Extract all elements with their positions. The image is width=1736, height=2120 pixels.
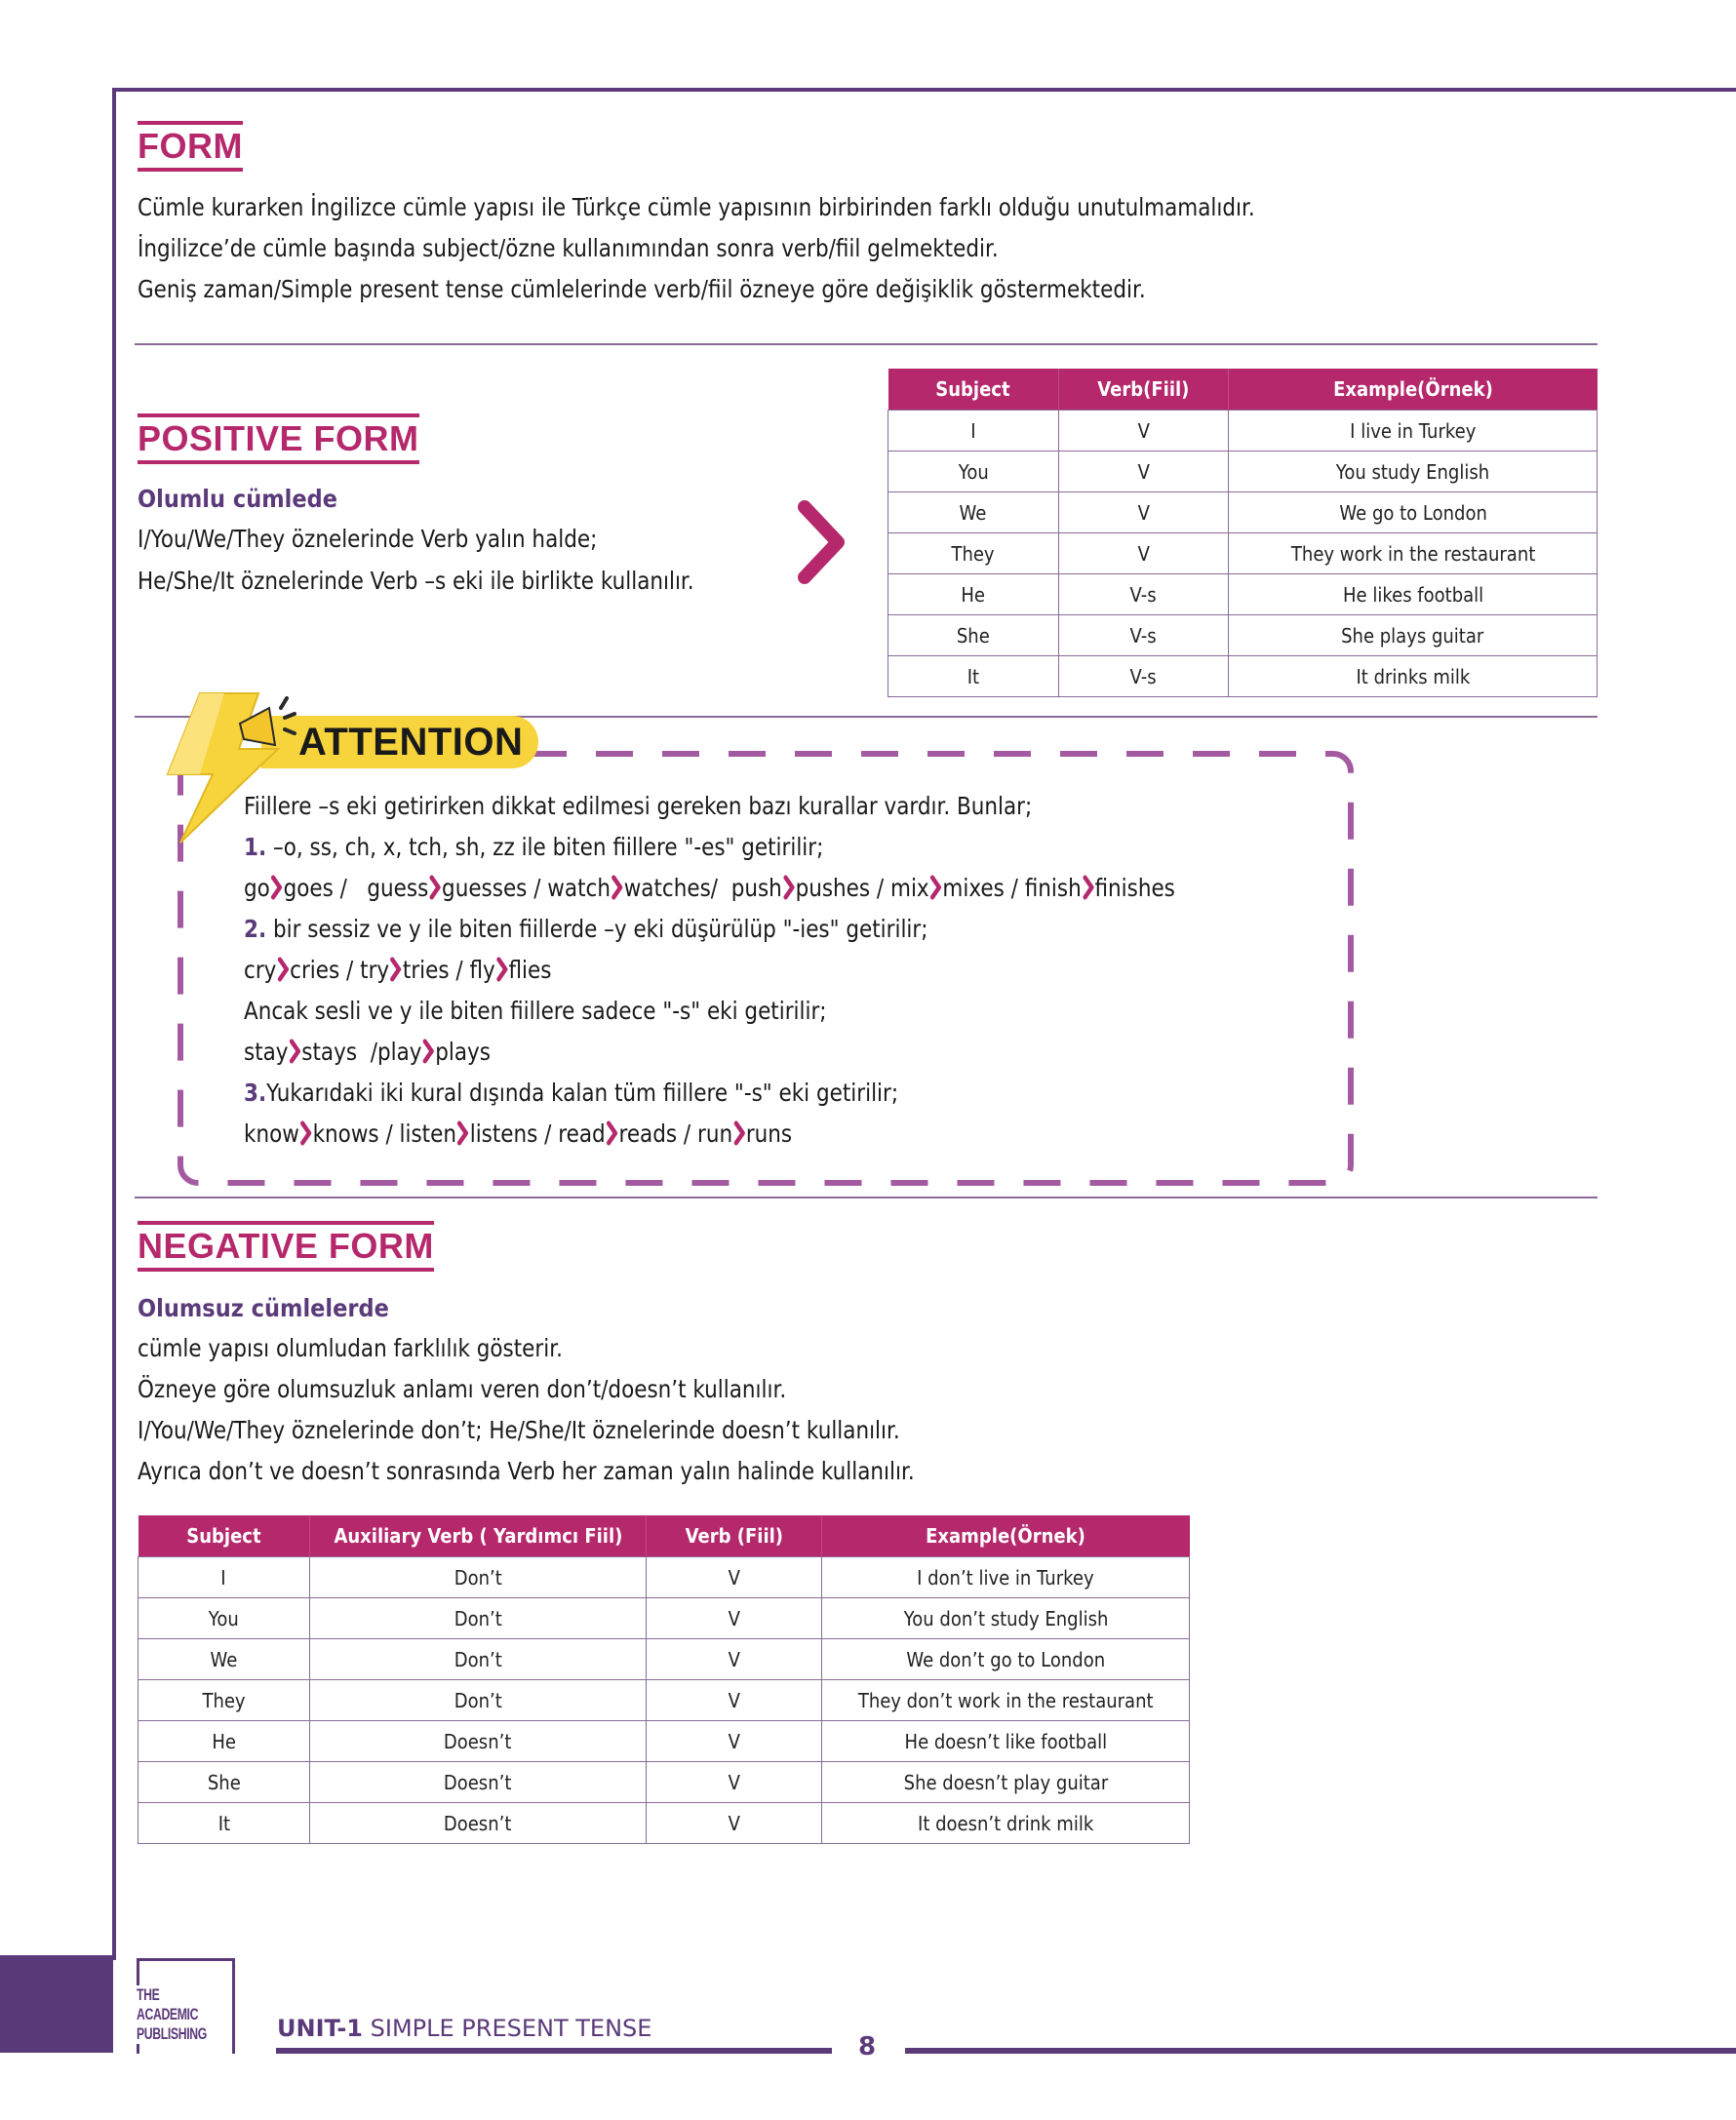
table-cell: V [1058, 411, 1229, 451]
negative-line-1: cümle yapısı olumludan farklılık gösterir. [138, 1334, 563, 1362]
section-divider [135, 1197, 1598, 1198]
table-header-cell: Example(Örnek) [1229, 369, 1598, 411]
table-cell: She plays guitar [1229, 615, 1598, 656]
verb-result: finishes [1094, 874, 1175, 902]
table-cell: V-s [1058, 615, 1229, 656]
chevron-right-icon [930, 875, 942, 900]
table-row [138, 1803, 1190, 1844]
table-cell: She [138, 1762, 310, 1803]
table-cell: They work in the restaurant [1229, 533, 1598, 574]
table-cell: V [647, 1598, 822, 1639]
table-row [138, 1557, 1190, 1598]
table-cell: It doesn’t drink milk [822, 1803, 1190, 1844]
table-row [888, 656, 1598, 697]
table-cell: You [138, 1598, 310, 1639]
table-cell: Doesn’t [309, 1803, 647, 1844]
chevron-right-icon [300, 1120, 312, 1146]
table-cell: You [888, 451, 1059, 492]
chevron-right-icon [783, 875, 795, 900]
verb-base: mix [890, 874, 929, 902]
logo-line: PUBLISHING [137, 2024, 207, 2043]
table-cell: He [138, 1721, 310, 1762]
table-cell: V [1058, 451, 1229, 492]
negative-subheading: Olumsuz cümlelerde [138, 1294, 389, 1322]
table-cell: It [138, 1803, 310, 1844]
verb-result: listens / [469, 1119, 559, 1148]
logo-line: THE [137, 1985, 160, 2004]
verb-base: run [696, 1119, 733, 1148]
positive-table [888, 369, 1598, 697]
table-header-cell: Subject [138, 1515, 310, 1557]
table-row [138, 1680, 1190, 1721]
verb-result: guesses / [442, 874, 548, 902]
verb-result: runs [745, 1119, 793, 1148]
table-row [888, 574, 1598, 615]
verb-result: tries / [402, 956, 470, 984]
positive-line-2: He/She/It öznelerinde Verb –s eki ile birlikte kullanılır. [138, 567, 694, 595]
table-row [888, 411, 1598, 451]
table-cell: Doesn’t [309, 1721, 647, 1762]
table-cell: They don’t work in the restaurant [822, 1680, 1190, 1721]
table-header-row [888, 369, 1598, 411]
table-cell: V [647, 1721, 822, 1762]
verb-base: try [360, 956, 390, 984]
attention-intro: Fiillere –s eki getirirken dikkat edilmesi gereken bazı kurallar vardır. Bunlar; [244, 792, 1033, 820]
footer-rule-left [276, 2048, 832, 2054]
table-cell: They [888, 533, 1059, 574]
negative-line-4: Ayrıca don’t ve doesn’t sonrasında Verb her zaman yalın halinde kullanılır. [138, 1457, 915, 1485]
negative-table [138, 1515, 1190, 1844]
table-cell: Don’t [309, 1598, 647, 1639]
verb-result: goes / [283, 874, 368, 902]
attention-examples-3 [244, 1119, 792, 1149]
page-frame-top [112, 88, 1736, 92]
table-cell: Don’t [309, 1639, 647, 1680]
verb-base: know [244, 1119, 299, 1148]
form-line-2: İngilizce’de cümle başında subject/özne kullanımından sonra verb/fiil gelmektedir. [138, 234, 999, 262]
table-row [888, 492, 1598, 533]
verb-result: watches/ [623, 874, 731, 902]
table-header-cell: Example(Örnek) [822, 1515, 1190, 1557]
megaphone-icon [230, 694, 308, 763]
table-cell: Doesn’t [309, 1762, 647, 1803]
table-header-cell: Verb(Fiil) [1058, 369, 1229, 411]
table-cell: V [1058, 533, 1229, 574]
table-cell: She doesn’t play guitar [822, 1762, 1190, 1803]
table-cell: It [888, 656, 1059, 697]
table-header-cell: Verb (Fiil) [647, 1515, 822, 1557]
rule-text: –o, ss, ch, x, tch, sh, zz ile biten fiillere "-es" getirilir; [266, 833, 824, 861]
unit-title: SIMPLE PRESENT TENSE [363, 2015, 652, 2042]
table-cell: We [888, 492, 1059, 533]
table-cell: V [647, 1680, 822, 1721]
table-cell: I live in Turkey [1229, 411, 1598, 451]
table-cell: We [138, 1639, 310, 1680]
verb-result: plays [435, 1038, 491, 1066]
verb-result: flies [508, 956, 552, 984]
rule-text: bir sessiz ve y ile biten fiillerde –y eki düşürülüp "-ies" getirilir; [266, 915, 928, 943]
table-cell: V [647, 1557, 822, 1598]
verb-result: reads / [618, 1119, 697, 1148]
verb-result: mixes / [942, 874, 1025, 902]
chevron-right-icon [612, 875, 623, 900]
form-heading: FORM [138, 121, 243, 172]
table-header-cell: Auxiliary Verb ( Yardımcı Fiil) [309, 1515, 647, 1557]
chevron-right-icon [271, 875, 283, 900]
publisher-logo [137, 1985, 226, 2044]
chevron-right-icon [277, 957, 289, 982]
table-cell: V [647, 1639, 822, 1680]
footer-unit-title [277, 2015, 651, 2042]
verb-base: play [376, 1038, 422, 1066]
verb-base: go [244, 874, 270, 902]
chevron-right-icon [422, 1039, 434, 1064]
rule-text: Yukarıdaki iki kural dışında kalan tüm fiillere "-s" eki getirilir; [266, 1079, 899, 1107]
positive-line-1: I/You/We/They öznelerinde Verb yalın halde; [138, 525, 598, 553]
negative-line-2: Özneye göre olumsuzluk anlamı veren don’t/doesn’t kullanılır. [138, 1375, 787, 1403]
table-cell: V [647, 1803, 822, 1844]
chevron-right-icon [390, 957, 402, 982]
table-cell: V-s [1058, 656, 1229, 697]
attention-rule-3 [244, 1079, 898, 1108]
table-header-cell: Subject [888, 369, 1059, 411]
verb-result: stays / [301, 1038, 377, 1066]
table-cell: You don’t study English [822, 1598, 1190, 1639]
attention-rule-1 [244, 833, 823, 862]
table-cell: He [888, 574, 1059, 615]
table-row [888, 615, 1598, 656]
table-cell: She [888, 615, 1059, 656]
table-cell: V [647, 1762, 822, 1803]
form-line-3: Geniş zaman/Simple present tense cümlelerinde verb/fiil özneye göre değişiklik göstermektedir. [138, 275, 1146, 303]
chevron-right-icon [496, 957, 508, 982]
section-divider [135, 343, 1598, 345]
negative-line-3: I/You/We/They öznelerinde don’t; He/She/It öznelerinde doesn’t kullanılır. [138, 1416, 900, 1444]
verb-base: read [558, 1119, 606, 1148]
page-frame-left [112, 88, 116, 1960]
attention-note: Ancak sesli ve y ile biten fiillere sadece "-s" eki getirilir; [244, 997, 827, 1025]
attention-examples-note [244, 1038, 491, 1067]
table-cell: V-s [1058, 574, 1229, 615]
form-line-1: Cümle kurarken İngilizce cümle yapısı ile Türkçe cümle yapısının birbirinden farklı olduğu unutulmamalıdır. [138, 193, 1255, 221]
table-cell: Don’t [309, 1557, 647, 1598]
verb-base: stay [244, 1038, 289, 1066]
table-row [138, 1598, 1190, 1639]
table-cell: We go to London [1229, 492, 1598, 533]
verb-result: cries / [290, 956, 361, 984]
table-cell: I [138, 1557, 310, 1598]
table-header-row [138, 1515, 1190, 1557]
table-cell: Don’t [309, 1680, 647, 1721]
footer-color-block [0, 1955, 113, 2053]
chevron-right-icon [1083, 875, 1094, 900]
table-cell: They [138, 1680, 310, 1721]
table-row [888, 533, 1598, 574]
table-cell: He likes football [1229, 574, 1598, 615]
footer-rule-right [905, 2048, 1736, 2054]
attention-examples-2 [244, 956, 551, 985]
verb-base: finish [1024, 874, 1082, 902]
chevron-right-icon [733, 1120, 745, 1146]
attention-rule-2 [244, 915, 927, 944]
table-row [138, 1762, 1190, 1803]
verb-base: cry [244, 956, 277, 984]
table-row [888, 451, 1598, 492]
table-cell: I [888, 411, 1059, 451]
unit-label: UNIT-1 [277, 2015, 364, 2042]
table-cell: I don’t live in Turkey [822, 1557, 1190, 1598]
verb-base: fly [469, 956, 495, 984]
page-number: 8 [858, 2032, 877, 2061]
table-cell: You study English [1229, 451, 1598, 492]
chevron-right-icon [795, 499, 849, 585]
table-row [138, 1721, 1190, 1762]
positive-subheading: Olumlu cümlede [138, 485, 338, 513]
logo-line: ACADEMIC [137, 2005, 199, 2023]
chevron-right-icon [607, 1120, 618, 1146]
attention-label: ATTENTION [298, 721, 524, 764]
verb-base: listen [399, 1119, 456, 1148]
verb-base: push [730, 874, 782, 902]
verb-base: guess [367, 874, 429, 902]
table-cell: We don’t go to London [822, 1639, 1190, 1680]
verb-result: pushes / [795, 874, 891, 902]
rule-number: 3. [244, 1079, 267, 1107]
rule-number: 1. [244, 833, 267, 861]
table-cell: He doesn’t like football [822, 1721, 1190, 1762]
verb-base: watch [547, 874, 611, 902]
chevron-right-icon [289, 1039, 300, 1064]
rule-number: 2. [244, 915, 267, 943]
chevron-right-icon [429, 875, 441, 900]
chevron-right-icon [457, 1120, 469, 1146]
table-row [138, 1639, 1190, 1680]
table-cell: It drinks milk [1229, 656, 1598, 697]
attention-examples-1 [244, 874, 1175, 903]
verb-result: knows / [312, 1119, 400, 1148]
positive-heading: POSITIVE FORM [138, 413, 419, 464]
table-cell: V [1058, 492, 1229, 533]
negative-heading: NEGATIVE FORM [138, 1221, 434, 1272]
